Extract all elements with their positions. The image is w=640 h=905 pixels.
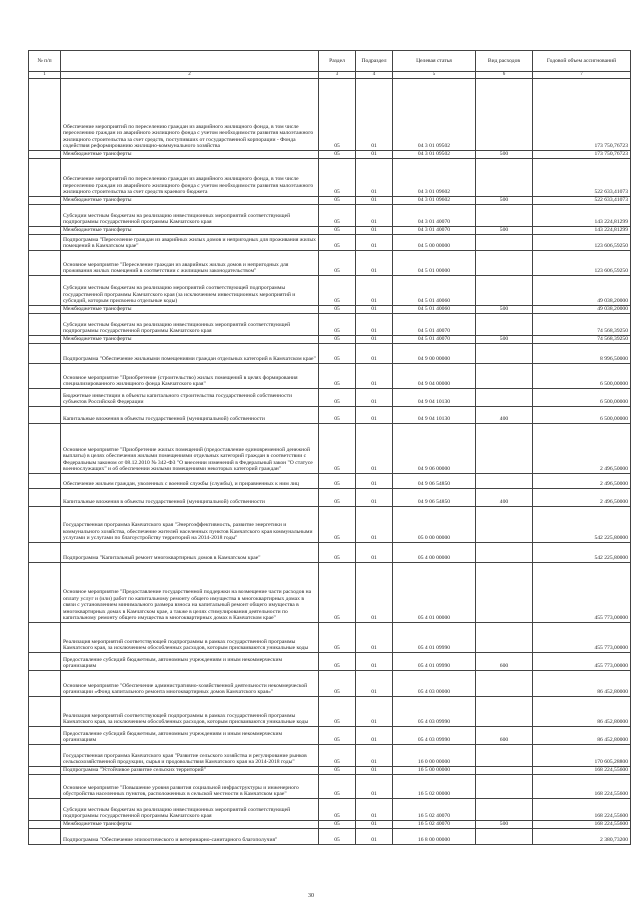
table-header-row bbox=[29, 51, 631, 72]
row-number bbox=[29, 407, 61, 424]
row-expense-type: 500 bbox=[476, 227, 533, 235]
header-expense-type: Вид расходов bbox=[476, 51, 533, 72]
row-expense-type bbox=[476, 697, 533, 727]
row-expense-type: 500 bbox=[476, 197, 533, 205]
row-podrazdel: 01 bbox=[356, 205, 393, 227]
row-podrazdel: 01 bbox=[356, 671, 393, 697]
row-name: Подпрограмма "Переселение граждан из аварийных жилых домов и непригодных для проживания жилых помещений в Камчатском крае" bbox=[61, 235, 319, 251]
table-row bbox=[29, 745, 631, 767]
table-row bbox=[29, 306, 631, 314]
row-amount: 143 224,81299 bbox=[533, 205, 631, 227]
row-number bbox=[29, 767, 61, 775]
row-target-article: 04 3 01 09602 bbox=[393, 159, 476, 197]
row-podrazdel: 01 bbox=[356, 159, 393, 197]
row-podrazdel: 01 bbox=[356, 344, 393, 364]
row-number bbox=[29, 775, 61, 799]
row-razdel: 05 bbox=[319, 235, 356, 251]
table-row bbox=[29, 344, 631, 364]
row-razdel: 05 bbox=[319, 799, 356, 821]
row-amount: 74 568,39250 bbox=[533, 314, 631, 336]
row-number bbox=[29, 489, 61, 507]
row-name: Субсидии местным бюджетам на реализацию мероприятий соответствующей подпрограммы государственной программы Камчатского края (за исключением инвестиционных мероприятий и субсидий, которым присвоены отдельные коды) bbox=[61, 276, 319, 306]
column-number: 7 bbox=[533, 72, 631, 79]
row-podrazdel: 01 bbox=[356, 767, 393, 775]
row-razdel: 05 bbox=[319, 474, 356, 489]
row-podrazdel: 01 bbox=[356, 364, 393, 389]
row-target-article: 04 3 01 09602 bbox=[393, 197, 476, 205]
row-name: Обеспечение мероприятий по переселению граждан из аварийного жилищного фонда, в том числе переселению граждан из аварийного жилищного фонда с учетом необходимости развития малоэтажного жилищного строительства за счет средств, поступивших от государственной корпорации - Фонда содействия реформированию жилищно-коммунального хозяйства bbox=[61, 79, 319, 151]
row-name: Государственная программа Камчатского края "Развитие сельского хозяйства и регулирование рынков сельскохозяйственной продукции, сырья и продовольствия Камчатского края на 2014-2018 годы" bbox=[61, 745, 319, 767]
row-target-article: 04 3 01 09502 bbox=[393, 79, 476, 151]
row-razdel: 05 bbox=[319, 489, 356, 507]
row-number bbox=[29, 79, 61, 151]
table-row bbox=[29, 829, 631, 845]
row-expense-type bbox=[476, 775, 533, 799]
row-razdel: 05 bbox=[319, 79, 356, 151]
row-target-article: 05 4 01 09990 bbox=[393, 653, 476, 671]
row-target-article: 05 0 00 00000 bbox=[393, 507, 476, 543]
column-number: 2 bbox=[61, 72, 319, 79]
row-amount: 49 038,20000 bbox=[533, 306, 631, 314]
table-body bbox=[29, 79, 631, 845]
row-razdel: 05 bbox=[319, 767, 356, 775]
table-row bbox=[29, 205, 631, 227]
row-name: Подпрограмма "Капитальный ремонт многоквартирных домов в Камчатском крае" bbox=[61, 543, 319, 563]
row-razdel: 05 bbox=[319, 407, 356, 424]
row-podrazdel: 01 bbox=[356, 336, 393, 344]
table-row bbox=[29, 364, 631, 389]
row-razdel: 05 bbox=[319, 745, 356, 767]
row-podrazdel: 01 bbox=[356, 314, 393, 336]
table-row bbox=[29, 276, 631, 306]
row-razdel: 05 bbox=[319, 727, 356, 745]
row-name: Основное мероприятие "Повышение уровня развития социальной инфраструктуры и инженерного обустройства населенных пунктов, расположенных в сельской местности в Камчатском крае" bbox=[61, 775, 319, 799]
row-amount: 49 038,20000 bbox=[533, 276, 631, 306]
row-target-article: 16 5 02 40070 bbox=[393, 821, 476, 829]
row-amount: 86 452,80000 bbox=[533, 697, 631, 727]
table-row bbox=[29, 775, 631, 799]
row-expense-type: 600 bbox=[476, 653, 533, 671]
row-amount: 86 452,80000 bbox=[533, 727, 631, 745]
row-name: Капитальные вложения в объекты государственной (муниципальной) собственности bbox=[61, 407, 319, 424]
row-amount: 542 225,80000 bbox=[533, 507, 631, 543]
row-name: Межбюджетные трансферты bbox=[61, 821, 319, 829]
row-razdel: 05 bbox=[319, 364, 356, 389]
row-expense-type bbox=[476, 745, 533, 767]
table-row bbox=[29, 336, 631, 344]
row-name: Межбюджетные трансферты bbox=[61, 227, 319, 235]
row-podrazdel: 01 bbox=[356, 235, 393, 251]
row-razdel: 05 bbox=[319, 306, 356, 314]
row-expense-type bbox=[476, 364, 533, 389]
table-row bbox=[29, 543, 631, 563]
table-row bbox=[29, 197, 631, 205]
header-number: № п/п bbox=[29, 51, 61, 72]
row-target-article: 04 5 01 40070 bbox=[393, 336, 476, 344]
row-podrazdel: 01 bbox=[356, 151, 393, 159]
row-razdel: 05 bbox=[319, 424, 356, 474]
row-podrazdel: 01 bbox=[356, 474, 393, 489]
row-number bbox=[29, 543, 61, 563]
row-name: Предоставление субсидий бюджетным, автономным учреждениям и иным некоммерческим организациям bbox=[61, 727, 319, 745]
row-number bbox=[29, 745, 61, 767]
row-amount: 86 452,80000 bbox=[533, 671, 631, 697]
row-expense-type bbox=[476, 623, 533, 653]
row-number bbox=[29, 507, 61, 543]
row-razdel: 05 bbox=[319, 829, 356, 845]
row-expense-type bbox=[476, 543, 533, 563]
table-row bbox=[29, 727, 631, 745]
row-number bbox=[29, 623, 61, 653]
row-target-article: 04 9 06 54850 bbox=[393, 489, 476, 507]
row-amount: 2 496,50000 bbox=[533, 424, 631, 474]
row-expense-type: 500 bbox=[476, 151, 533, 159]
row-podrazdel: 01 bbox=[356, 829, 393, 845]
row-expense-type: 500 bbox=[476, 306, 533, 314]
column-number: 4 bbox=[356, 72, 393, 79]
row-number bbox=[29, 697, 61, 727]
table-row bbox=[29, 653, 631, 671]
row-expense-type bbox=[476, 79, 533, 151]
row-podrazdel: 01 bbox=[356, 821, 393, 829]
table-row bbox=[29, 671, 631, 697]
row-number bbox=[29, 251, 61, 276]
row-number bbox=[29, 653, 61, 671]
row-target-article: 04 9 06 00000 bbox=[393, 424, 476, 474]
row-name: Реализация мероприятий соответствующей подпрограммы в рамках государственной программы Камчатского края, за исключением обособленных расходов, которым присваиваются уникальные коды bbox=[61, 697, 319, 727]
row-razdel: 05 bbox=[319, 671, 356, 697]
row-number bbox=[29, 336, 61, 344]
row-razdel: 05 bbox=[319, 543, 356, 563]
row-expense-type bbox=[476, 344, 533, 364]
table-row bbox=[29, 623, 631, 653]
row-number bbox=[29, 197, 61, 205]
row-target-article: 16 5 00 00000 bbox=[393, 767, 476, 775]
row-razdel: 05 bbox=[319, 336, 356, 344]
row-amount: 143 224,81299 bbox=[533, 227, 631, 235]
row-name: Предоставление субсидий бюджетным, автономным учреждениям и иным некоммерческим организациям bbox=[61, 653, 319, 671]
row-razdel: 05 bbox=[319, 159, 356, 197]
row-razdel: 05 bbox=[319, 389, 356, 407]
row-expense-type: 500 bbox=[476, 336, 533, 344]
table-row bbox=[29, 407, 631, 424]
row-amount: 455 773,00000 bbox=[533, 563, 631, 623]
row-amount: 522 633,41073 bbox=[533, 197, 631, 205]
column-number-row bbox=[29, 72, 631, 79]
row-name: Основное мероприятие "Переселение граждан из аварийных жилых домов и непригодных для проживания жилых помещений в соответствии с жилищным законодательством" bbox=[61, 251, 319, 276]
row-razdel: 05 bbox=[319, 653, 356, 671]
row-podrazdel: 01 bbox=[356, 489, 393, 507]
table-row bbox=[29, 507, 631, 543]
row-name: Субсидии местным бюджетам на реализацию инвестиционных мероприятий соответствующей подпрограммы государственной программы Камчатского края bbox=[61, 799, 319, 821]
row-amount: 123 606,59250 bbox=[533, 251, 631, 276]
row-name: Межбюджетные трансферты bbox=[61, 306, 319, 314]
row-podrazdel: 01 bbox=[356, 623, 393, 653]
table-row bbox=[29, 314, 631, 336]
row-expense-type bbox=[476, 563, 533, 623]
row-expense-type bbox=[476, 474, 533, 489]
row-amount: 455 773,00000 bbox=[533, 623, 631, 653]
row-name: Подпрограмма "Обеспечение эпизоотического и ветеринарно-санитарного благополучия" bbox=[61, 829, 319, 845]
row-expense-type: 500 bbox=[476, 821, 533, 829]
header-razdel: Раздел bbox=[319, 51, 356, 72]
row-podrazdel: 01 bbox=[356, 306, 393, 314]
row-podrazdel: 01 bbox=[356, 79, 393, 151]
row-number bbox=[29, 474, 61, 489]
row-amount: 173 750,76723 bbox=[533, 79, 631, 151]
row-podrazdel: 01 bbox=[356, 727, 393, 745]
row-number bbox=[29, 314, 61, 336]
row-expense-type bbox=[476, 205, 533, 227]
row-number bbox=[29, 424, 61, 474]
row-target-article: 04 9 06 54850 bbox=[393, 474, 476, 489]
row-amount: 168 224,55600 bbox=[533, 767, 631, 775]
row-expense-type bbox=[476, 767, 533, 775]
column-number: 6 bbox=[476, 72, 533, 79]
row-podrazdel: 01 bbox=[356, 407, 393, 424]
row-number bbox=[29, 799, 61, 821]
row-expense-type bbox=[476, 314, 533, 336]
row-target-article: 04 9 04 10130 bbox=[393, 389, 476, 407]
row-name: Основное мероприятие "Предоставление государственной поддержки на возмещение части расходов на оплату услуг и (или) работ по капитальному ремонту общего имущества в многоквартирных домах в связи с установлением минимального размера взноса на капитальный ремонт общего имущества в многоквартирных домах в Камчатском крае, а также в целях стимулирования деятельности по капитальному ремонту общего имущества в многоквартирных домах в Камчатском крае" bbox=[61, 563, 319, 623]
row-target-article: 04 5 01 40060 bbox=[393, 276, 476, 306]
row-razdel: 05 bbox=[319, 623, 356, 653]
table-row bbox=[29, 474, 631, 489]
row-expense-type bbox=[476, 276, 533, 306]
row-amount: 74 568,39250 bbox=[533, 336, 631, 344]
row-number bbox=[29, 235, 61, 251]
row-name: Бюджетные инвестиции в объекты капитального строительства государственной собственности субъектов Российской Федерации bbox=[61, 389, 319, 407]
row-expense-type bbox=[476, 424, 533, 474]
row-number bbox=[29, 829, 61, 845]
row-amount: 2 496,50000 bbox=[533, 474, 631, 489]
row-podrazdel: 01 bbox=[356, 251, 393, 276]
row-name: Межбюджетные трансферты bbox=[61, 336, 319, 344]
row-target-article: 04 5 01 00000 bbox=[393, 251, 476, 276]
row-podrazdel: 01 bbox=[356, 276, 393, 306]
row-name: Межбюджетные трансферты bbox=[61, 151, 319, 159]
table-row bbox=[29, 424, 631, 474]
table-row bbox=[29, 227, 631, 235]
row-target-article: 05 4 03 09990 bbox=[393, 697, 476, 727]
row-target-article: 04 5 01 40060 bbox=[393, 306, 476, 314]
row-target-article: 16 8 00 00000 bbox=[393, 829, 476, 845]
row-target-article: 05 4 03 09990 bbox=[393, 727, 476, 745]
row-expense-type bbox=[476, 251, 533, 276]
row-number bbox=[29, 306, 61, 314]
row-name: Основное мероприятие "Приобретение (строительство) жилых помещений в целях формирования специализированного жилищного фонда Камчатского края" bbox=[61, 364, 319, 389]
table-row bbox=[29, 251, 631, 276]
row-name: Капитальные вложения в объекты государственной (муниципальной) собственности bbox=[61, 489, 319, 507]
row-podrazdel: 01 bbox=[356, 389, 393, 407]
row-target-article: 04 3 01 40070 bbox=[393, 227, 476, 235]
row-target-article: 16 5 02 00000 bbox=[393, 775, 476, 799]
row-amount: 455 773,00000 bbox=[533, 653, 631, 671]
row-podrazdel: 01 bbox=[356, 745, 393, 767]
table-row bbox=[29, 821, 631, 829]
header-annual-amount: Годовой объем ассигнований bbox=[533, 51, 631, 72]
row-razdel: 05 bbox=[319, 151, 356, 159]
row-expense-type bbox=[476, 507, 533, 543]
header-name bbox=[61, 51, 319, 72]
row-target-article: 05 4 03 00000 bbox=[393, 671, 476, 697]
row-amount: 6 500,00000 bbox=[533, 364, 631, 389]
row-razdel: 05 bbox=[319, 563, 356, 623]
row-razdel: 05 bbox=[319, 775, 356, 799]
row-razdel: 05 bbox=[319, 507, 356, 543]
header-podrazdel: Подраздел bbox=[356, 51, 393, 72]
row-podrazdel: 01 bbox=[356, 653, 393, 671]
row-expense-type bbox=[476, 389, 533, 407]
table-row bbox=[29, 235, 631, 251]
row-podrazdel: 01 bbox=[356, 799, 393, 821]
row-name: Реализация мероприятий соответствующей подпрограммы в рамках государственной программы Камчатского края, за исключением обособленных расходов, которым присваиваются уникальные коды bbox=[61, 623, 319, 653]
row-target-article: 16 5 02 40070 bbox=[393, 799, 476, 821]
table-row bbox=[29, 697, 631, 727]
page-number: 30 bbox=[308, 893, 314, 899]
table-row bbox=[29, 799, 631, 821]
row-name: Основное мероприятие "Обеспечение административно-хозяйственной деятельности некоммерческой организации «Фонд капитального ремонта многоквартирных домов Камчатского края»" bbox=[61, 671, 319, 697]
table-row bbox=[29, 389, 631, 407]
row-expense-type bbox=[476, 159, 533, 197]
row-name: Подпрограмма "Обеспечение жильными помещениями граждан отдельных категорий в Камчатском крае" bbox=[61, 344, 319, 364]
row-expense-type: 600 bbox=[476, 727, 533, 745]
row-name: Основное мероприятие "Приобретение жилых помещений (предоставление единовременной денежной выплаты) в целях обеспечения жилыми помещениями отдельных категорий граждан в соответствии с Федеральным законом от 08.12.2010 № 342-ФЗ "О внесении изменений в Федеральный закон "О статусе военнослужащих" и об обеспечении жилыми помещениями некоторых категорий граждан" bbox=[61, 424, 319, 474]
row-podrazdel: 01 bbox=[356, 197, 393, 205]
row-number bbox=[29, 364, 61, 389]
column-number: 1 bbox=[29, 72, 61, 79]
row-target-article: 05 4 00 00000 bbox=[393, 543, 476, 563]
row-razdel: 05 bbox=[319, 821, 356, 829]
row-razdel: 05 bbox=[319, 197, 356, 205]
row-expense-type: 400 bbox=[476, 489, 533, 507]
table-row bbox=[29, 79, 631, 151]
row-number bbox=[29, 205, 61, 227]
row-target-article: 04 9 04 10130 bbox=[393, 407, 476, 424]
row-razdel: 05 bbox=[319, 697, 356, 727]
row-razdel: 05 bbox=[319, 344, 356, 364]
row-number bbox=[29, 344, 61, 364]
row-number bbox=[29, 159, 61, 197]
row-amount: 6 500,00000 bbox=[533, 407, 631, 424]
row-target-article: 04 3 01 09502 bbox=[393, 151, 476, 159]
row-expense-type bbox=[476, 671, 533, 697]
column-number: 5 bbox=[393, 72, 476, 79]
row-amount: 2 496,50000 bbox=[533, 489, 631, 507]
row-name: Государственная программа Камчатского края "Энергоэффективность, развитие энергетики и коммунального хозяйства, обеспечение жителей населенных пунктов Камчатского края коммунальными услугами и услугами по благоустройству территорий на 2014-2018 годы" bbox=[61, 507, 319, 543]
row-amount: 168 224,55600 bbox=[533, 821, 631, 829]
row-target-article: 04 9 00 00000 bbox=[393, 344, 476, 364]
row-name: Субсидии местным бюджетам на реализацию инвестиционных мероприятий соответствующей подпрограммы государственной программы Камчатского края bbox=[61, 205, 319, 227]
row-expense-type bbox=[476, 235, 533, 251]
row-number bbox=[29, 671, 61, 697]
row-podrazdel: 01 bbox=[356, 507, 393, 543]
row-podrazdel: 01 bbox=[356, 543, 393, 563]
row-podrazdel: 01 bbox=[356, 697, 393, 727]
table-row bbox=[29, 767, 631, 775]
table-row bbox=[29, 563, 631, 623]
row-expense-type bbox=[476, 829, 533, 845]
row-amount: 542 225,80000 bbox=[533, 543, 631, 563]
row-target-article: 05 4 01 09990 bbox=[393, 623, 476, 653]
row-amount: 522 633,41073 bbox=[533, 159, 631, 197]
budget-table bbox=[28, 50, 631, 845]
row-name: Обеспечение мероприятий по переселению граждан из аварийного жилищного фонда, в том числе переселению граждан из аварийного жилищного фонда с учетом необходимости развития малоэтажного жилищного строительства за счет средств краевого бюджета bbox=[61, 159, 319, 197]
row-razdel: 05 bbox=[319, 314, 356, 336]
row-number bbox=[29, 821, 61, 829]
row-name: Обеспечение жильем граждан, уволенных с военной службы (службы), и приравненных к ним лиц bbox=[61, 474, 319, 489]
row-target-article: 04 3 01 40070 bbox=[393, 205, 476, 227]
row-target-article: 04 9 04 00000 bbox=[393, 364, 476, 389]
table-row bbox=[29, 159, 631, 197]
table-row bbox=[29, 151, 631, 159]
row-amount: 168 224,55600 bbox=[533, 775, 631, 799]
column-number: 3 bbox=[319, 72, 356, 79]
row-name: Субсидии местным бюджетам на реализацию инвестиционных мероприятий соответствующей подпрограммы государственной программы Камчатского края bbox=[61, 314, 319, 336]
row-number bbox=[29, 727, 61, 745]
row-target-article: 04 5 01 40070 bbox=[393, 314, 476, 336]
budget-table-sheet bbox=[28, 50, 630, 845]
row-amount: 6 500,00000 bbox=[533, 389, 631, 407]
row-amount: 2 380,73200 bbox=[533, 829, 631, 845]
row-amount: 168 224,55600 bbox=[533, 799, 631, 821]
row-number bbox=[29, 151, 61, 159]
row-name: Подпрограмма "Устойчивое развитие сельских территорий" bbox=[61, 767, 319, 775]
row-razdel: 05 bbox=[319, 227, 356, 235]
row-target-article: 05 4 01 00000 bbox=[393, 563, 476, 623]
row-number bbox=[29, 389, 61, 407]
row-number bbox=[29, 227, 61, 235]
row-number bbox=[29, 276, 61, 306]
row-target-article: 04 5 00 00000 bbox=[393, 235, 476, 251]
header-target-article: Целевая статья bbox=[393, 51, 476, 72]
row-podrazdel: 01 bbox=[356, 227, 393, 235]
row-amount: 123 606,59250 bbox=[533, 235, 631, 251]
row-podrazdel: 01 bbox=[356, 424, 393, 474]
row-podrazdel: 01 bbox=[356, 563, 393, 623]
row-podrazdel: 01 bbox=[356, 775, 393, 799]
row-razdel: 05 bbox=[319, 251, 356, 276]
row-razdel: 05 bbox=[319, 276, 356, 306]
row-name: Межбюджетные трансферты bbox=[61, 197, 319, 205]
row-expense-type bbox=[476, 799, 533, 821]
row-amount: 173 750,76723 bbox=[533, 151, 631, 159]
row-expense-type: 400 bbox=[476, 407, 533, 424]
row-amount: 170 605,28800 bbox=[533, 745, 631, 767]
row-number bbox=[29, 563, 61, 623]
row-razdel: 05 bbox=[319, 205, 356, 227]
row-target-article: 16 0 00 00000 bbox=[393, 745, 476, 767]
table-row bbox=[29, 489, 631, 507]
row-amount: 8 996,50000 bbox=[533, 344, 631, 364]
